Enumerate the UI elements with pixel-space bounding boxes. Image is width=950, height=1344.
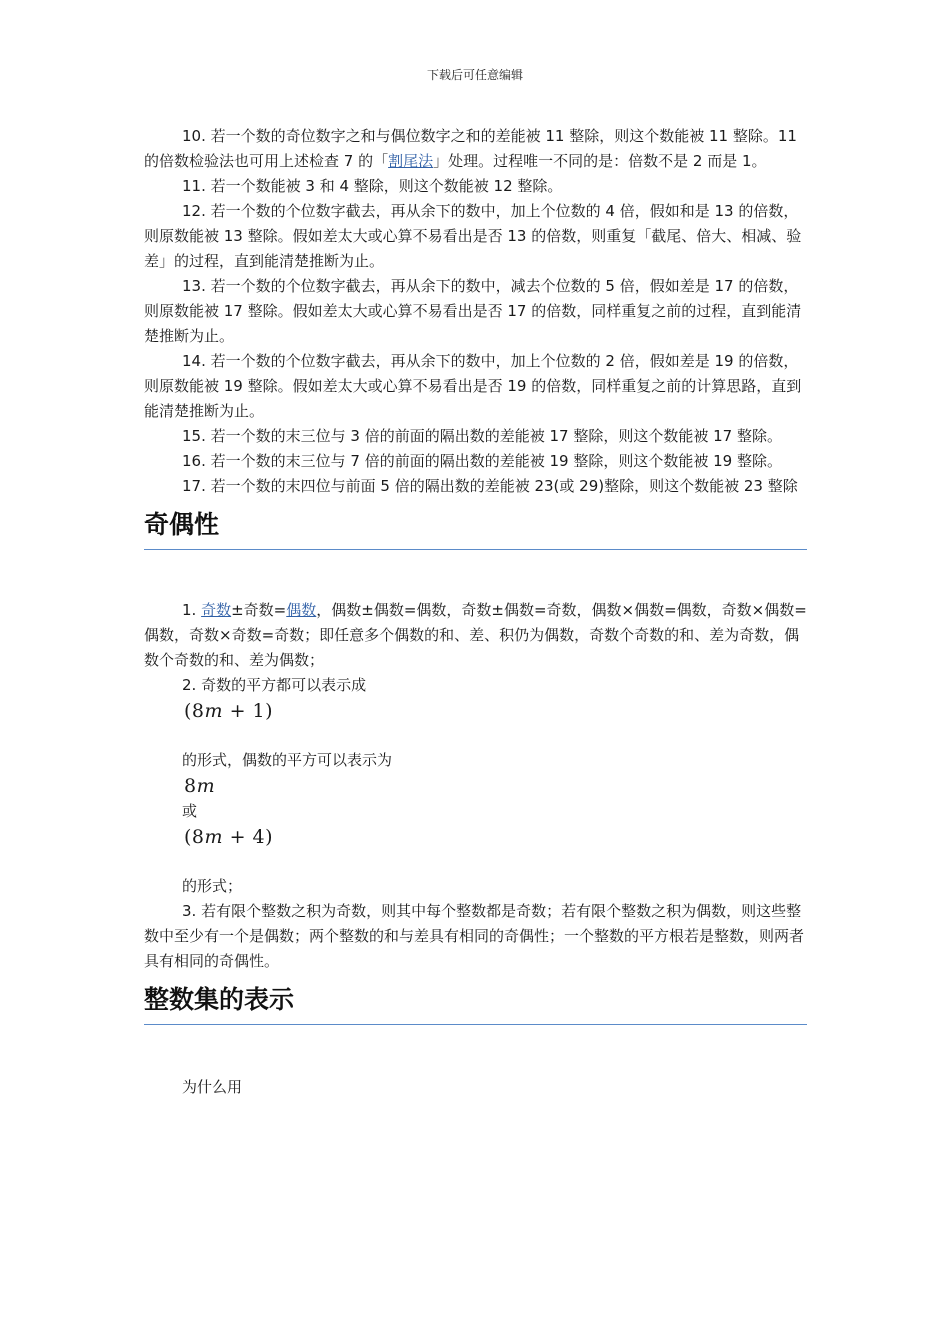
rule-14: 14. 若一个数的个位数字截去，再从余下的数中，加上个位数的 2 倍，假如差是 19 的倍数，则原数能被 19 整除。假如差太大或心算不易看出是否 19 的倍数，同样重复之前的计算思路，直到能清楚推断为止。	[144, 352, 802, 420]
formula-variable: m	[204, 700, 224, 722]
formula-part: (8	[184, 700, 205, 722]
parity-rule-1-text-a: ±奇数=	[231, 601, 287, 619]
parity-rule-2-end: 的形式；	[182, 877, 243, 895]
spacer	[144, 724, 807, 748]
parity-rule-1-text-b: ，偶数±偶数=偶数，奇数±偶数=奇数，偶数×偶数=偶数，奇数×偶数=偶数，奇数×奇数=奇数；即任意多个偶数的和、差、积仍为偶数，奇数个奇数的和、差为奇数，偶数个奇数的和、差为偶数；	[144, 601, 807, 669]
rule-16: 16. 若一个数的末三位与 7 倍的前面的隔出数的差能被 19 整除，则这个数能被 19 整除。	[182, 452, 782, 470]
link-odd-number[interactable]: 奇数	[201, 601, 232, 619]
parity-rule-2-intro: 2. 奇数的平方都可以表示成	[182, 676, 367, 694]
rule-15: 15. 若一个数的末三位与 3 倍的前面的隔出数的差能被 17 整除，则这个数能被 17 整除。	[182, 427, 782, 445]
formula-part: + 1)	[223, 700, 274, 722]
spacer	[144, 850, 807, 874]
parity-rule-2-or: 或	[182, 802, 198, 820]
rule-11: 11. 若一个数能被 3 和 4 整除，则这个数能被 12 整除。	[182, 177, 563, 195]
rule-12: 12. 若一个数的个位数字截去，再从余下的数中，加上个位数的 4 倍，假如和是 13 的倍数，则原数能被 13 整除。假如差太大或心算不易看出是否 13 的倍数，则重复「截尾、倍大、相减、验差」的过程，直到能清楚推断为止。	[144, 202, 802, 270]
rule-13: 13. 若一个数的个位数字截去，再从余下的数中，减去个位数的 5 倍，假如差是 17 的倍数，则原数能被 17 整除。假如差太大或心算不易看出是否 17 的倍数，同样重复之前的过程，直到能清楚推断为止。	[144, 277, 802, 345]
formula-8m-plus-1	[144, 698, 807, 724]
rule-10	[144, 124, 807, 174]
spacer	[144, 1025, 807, 1075]
rule-10-text-b: 」处理。过程唯一不同的是：倍数不是 2 而是 1。	[433, 152, 767, 170]
spacer	[144, 550, 807, 598]
page-header: 下载后可任意编辑	[426, 68, 523, 82]
formula-part: 8	[184, 775, 197, 797]
integer-sets-intro: 为什么用	[182, 1078, 243, 1096]
formula-variable: m	[204, 826, 224, 848]
formula-8m-plus-4	[144, 824, 807, 850]
parity-rule-1	[144, 598, 807, 673]
parity-rule-2-mid: 的形式，偶数的平方可以表示为	[182, 751, 393, 769]
rule-10-text-a: 10. 若一个数的奇位数字之和与偶位数字之和的差能被 11 整除，则这个数能被 11 整除。11 的倍数检验法也可用上述检查 7 的「	[144, 127, 797, 170]
link-even-number[interactable]: 偶数	[286, 601, 317, 619]
section-heading-parity: 奇偶性	[144, 510, 220, 539]
parity-rule-1-number: 1.	[182, 601, 202, 619]
parity-rule-3: 3. 若有限个整数之积为奇数，则其中每个整数都是奇数；若有限个整数之积为偶数，则这些整数中至少有一个是偶数；两个整数的和与差具有相同的奇偶性；一个整数的平方根若是整数，则两者具有相同的奇偶性。	[144, 902, 805, 970]
section-heading-integer-sets: 整数集的表示	[144, 985, 295, 1014]
link-ge-wei-fa[interactable]: 割尾法	[388, 152, 434, 170]
document-body	[144, 124, 807, 1100]
formula-part: (8	[184, 826, 205, 848]
formula-part: + 4)	[223, 826, 274, 848]
formula-8m	[144, 773, 807, 799]
rule-17: 17. 若一个数的末四位与前面 5 倍的隔出数的差能被 23(或 29)整除，则这个数能被 23 整除	[182, 477, 798, 495]
formula-variable: m	[196, 775, 216, 797]
